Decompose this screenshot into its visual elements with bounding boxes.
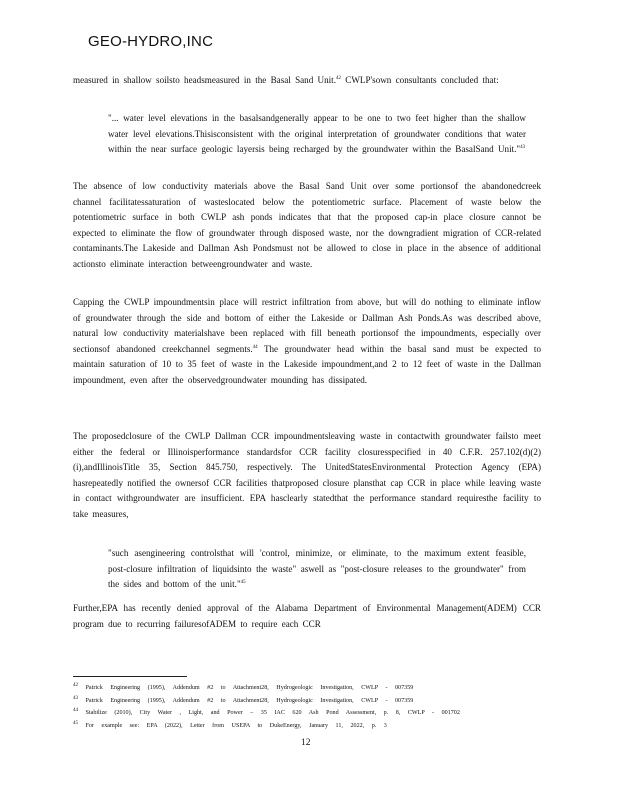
- paragraph-5: Further,EPA has recently denied approval of the Alabama Department of Environmental Management(ADEM) CCR program due to recurring failuresofADEM to require each CCR: [73, 603, 541, 629]
- footnote-42: [73, 682, 518, 695]
- footnote-number: 43: [73, 695, 78, 701]
- footnote-text: Patrick Engineering (1995), Addendum #2 to Attachment28, Hydrogeologic Investigation, CWLP - 007359: [85, 685, 414, 691]
- footnote-45: [73, 720, 518, 733]
- footnote-number: 44: [73, 708, 78, 714]
- paragraph-2: The absence of low conductivity materials above the Basal Sand Unit over some portionsof the abandonedcreek channel facilitatessaturation of wasteslocated below the potentiometric surface. Placement of waste below the potentiometric surface in both CWLP ash ponds indicates that that the proposed cap-in place closure cannot be expected to eliminate the flow of groundwater through disposed waste, nor the downgradient migration of CCR-related contaminants.The Lakeside and Dallman Ash Pondsmust not be allowed to close in place in the absence of additional actionsto eliminate interaction betweengroundwater and waste.: [73, 181, 541, 269]
- paragraph-3-text-b: The groundwater head within the basal sand must be expected to maintain saturation of 10 to 35 feet of waste in the Lakeside impoundment,and 2 to 12 feet of waste in the Dallman impoundment, even after the observedgroundwater mounding has dissipated.: [73, 343, 541, 385]
- block-quote-2-text: "such asengineering controlsthat will 'control, minimize, or eliminate, to the maximum extent feasible, post-closure infiltration of liquidsinto the waste" aswell as "post-closure releases to the groundwater" from the sides and bottom of the unit.": [108, 548, 526, 590]
- paragraph-3-text-a: Capping the CWLP impoundmentsin place will restrict infiltration from above, but will do nothing to eliminate inflow of groundwater through the side and bottom of either the Lakeside or Dallman Ash Ponds.As was described above, natural low conductivity materialshave been replaced with fill beneath portionsof the impoundments, especially over sectionsof abandoned creekchannel segments.: [73, 297, 541, 354]
- footnote-43: [73, 695, 518, 708]
- footnote-ref-45: 45: [240, 580, 246, 586]
- paragraph-1-text-b: CWLP'sown consultants concluded that:: [340, 75, 499, 85]
- footnote-44: [73, 707, 518, 720]
- footnote-ref-43: 43: [520, 145, 526, 151]
- block-quote-2: [108, 546, 526, 593]
- paragraph-1-text-a: measured in shallow soilsto headsmeasured in the Basal Sand Unit.: [73, 75, 336, 85]
- footnotes: [73, 682, 518, 732]
- footnote-number: 42: [73, 682, 78, 688]
- footnote-ref-44: 44: [252, 344, 258, 350]
- footnote-number: 45: [73, 720, 78, 726]
- company-header: GEO-HYDRO,INC: [88, 33, 214, 50]
- footnote-divider: [73, 676, 187, 677]
- paragraph-4: The proposedclosure of the CWLP Dallman CCR impoundmentsleaving waste in contactwith groundwater failsto meet either the federal or Illinoisperformance standardsfor CCR facility closuresspecified in 40 C.F.R. 257.102(d)(2)(i),andIllinoisTitle 35, Section 845.750, respectively. The UnitedStatesEnvironmental Protection Agency (EPA) hasrepeatedly notified the ownersof CCR facilities thatproposed closure plansthat cap CCR in place while leaving waste in contact withgroundwater are insufficient. EPA hasclearly statedthat the performance standard requiresthe facility to take measures,: [73, 431, 541, 519]
- footnote-text: Stabilize (2010), City Water , Light, and Power – 35 IAC 620 Ash Pond Assessment, p. 8, CWLP - 001702: [85, 710, 460, 717]
- page-number: 12: [301, 738, 311, 748]
- paragraph-3: [73, 295, 541, 389]
- block-quote-1: [108, 111, 526, 158]
- footnote-text: For example see: EPA (2022), Letter from USEPA to DukeEnergy, January 11, 2022, p. 3: [85, 722, 387, 729]
- block-quote-1-text: "... water level elevations in the basalsandgenerally appear to be one to two feet higher than the shallow water level elevations.Thisisconsistent with the original interpretation of groundwater conditions that water within the near surface geologic layersis being recharged by the groundwater within the BasalSand Unit.": [108, 113, 526, 155]
- paragraph-1: [73, 73, 541, 89]
- footnote-text: Patrick Engineering (1995), Addendum #2 to Attachment28, Hydrogeologic Investigation, CWLP - 007359: [85, 697, 414, 704]
- footnote-ref-42: 42: [335, 75, 341, 81]
